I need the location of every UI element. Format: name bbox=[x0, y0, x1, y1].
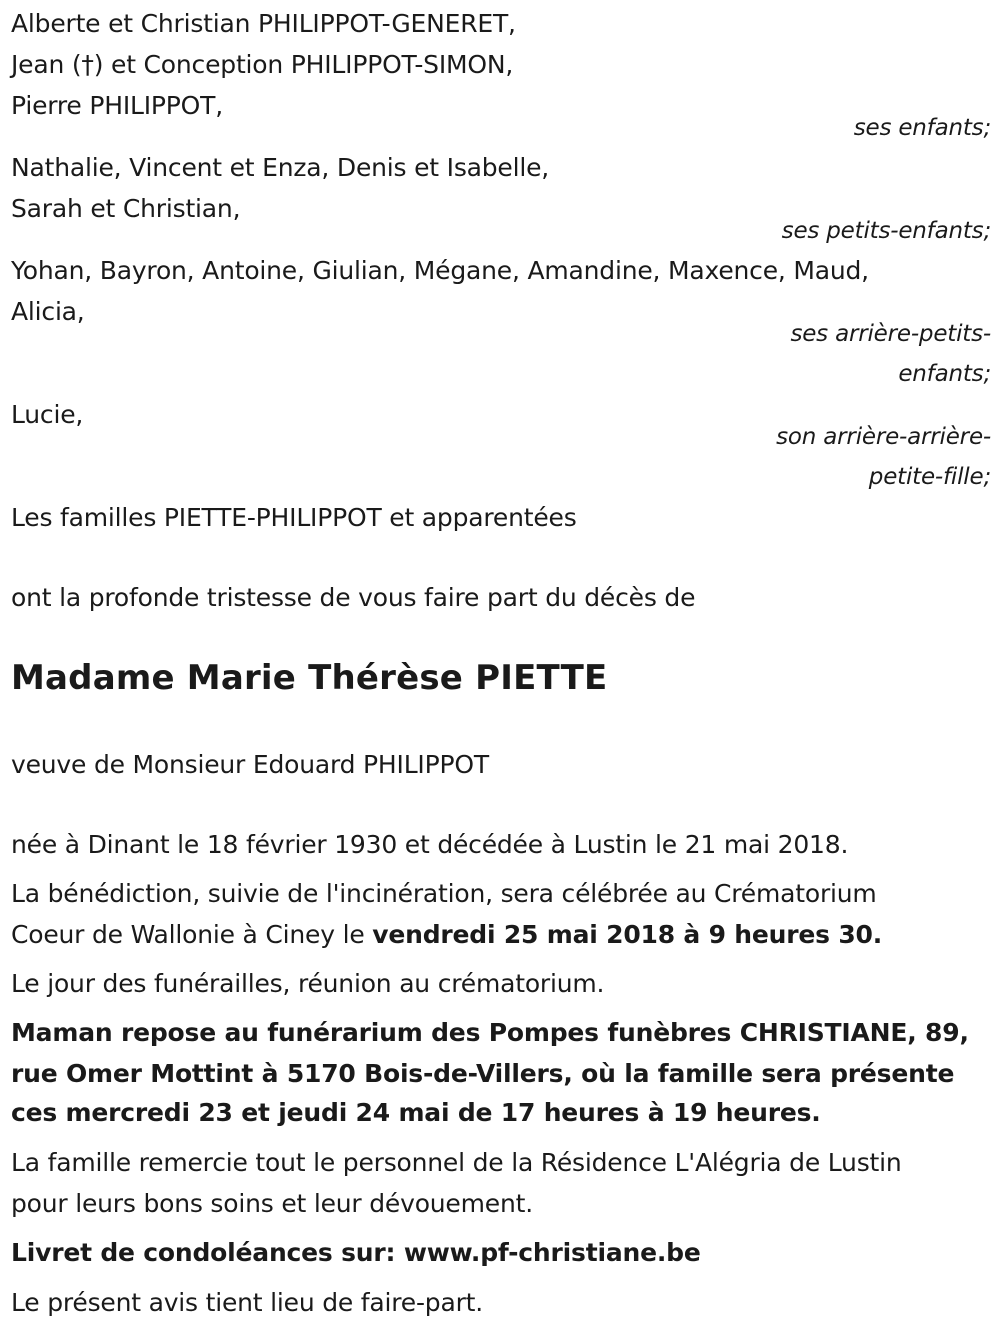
grandchildren-line-2: Sarah et Christian, bbox=[11, 194, 241, 223]
funeral-home-line-2: rue Omer Mottint à 5170 Bois-de-Villers, où la famille sera présente bbox=[11, 1059, 955, 1088]
funeral-home-line-3: ces mercredi 23 et jeudi 24 mai de 17 heures à 19 heures. bbox=[11, 1098, 821, 1127]
great-great-granddaughter-line-1: Lucie, bbox=[11, 400, 84, 429]
ceremony-datetime: vendredi 25 mai 2018 à 9 heures 30. bbox=[372, 920, 883, 949]
children-role: ses enfants; bbox=[853, 115, 991, 141]
great-grandchildren-line-1: Yohan, Bayron, Antoine, Giulian, Mégane, Amandine, Maxence, Maud, bbox=[11, 256, 869, 285]
grandchildren-line-1: Nathalie, Vincent et Enza, Denis et Isabelle, bbox=[11, 153, 550, 182]
widow-of-line: veuve de Monsieur Edouard PHILIPPOT bbox=[11, 750, 489, 779]
ceremony-place-text: Coeur de Wallonie à Ciney le bbox=[11, 920, 373, 949]
great-great-granddaughter-role-2: petite-fille; bbox=[868, 464, 991, 490]
grandchildren-role: ses petits-enfants; bbox=[781, 218, 991, 244]
ceremony-line-2 bbox=[11, 914, 882, 955]
thanks-line-2: pour leurs bons soins et leur dévouement. bbox=[11, 1189, 533, 1218]
great-grandchildren-role-1: ses arrière-petits- bbox=[790, 321, 991, 347]
closing-line: Le présent avis tient lieu de faire-part. bbox=[11, 1288, 484, 1317]
condolences-link: Livret de condoléances sur: www.pf-christiane.be bbox=[11, 1238, 701, 1267]
great-great-granddaughter-role-1: son arrière-arrière- bbox=[776, 424, 991, 450]
birth-death-line: née à Dinant le 18 février 1930 et décédée à Lustin le 21 mai 2018. bbox=[11, 830, 849, 859]
great-grandchildren-line-2: Alicia, bbox=[11, 297, 85, 326]
children-line-3: Pierre PHILIPPOT, bbox=[11, 91, 223, 120]
families-line: Les familles PIETTE-PHILIPPOT et apparentées bbox=[11, 503, 577, 532]
children-line-2: Jean (†) et Conception PHILIPPOT-SIMON, bbox=[11, 50, 514, 79]
funeral-home-line-1: Maman repose au funérarium des Pompes funèbres CHRISTIANE, 89, bbox=[11, 1018, 969, 1047]
deceased-name: Madame Marie Thérèse PIETTE bbox=[11, 658, 608, 698]
announcement-line: ont la profonde tristesse de vous faire part du décès de bbox=[11, 583, 696, 612]
gathering-line: Le jour des funérailles, réunion au crématorium. bbox=[11, 969, 605, 998]
ceremony-line-1: La bénédiction, suivie de l'incinération, sera célébrée au Crématorium bbox=[11, 879, 877, 908]
children-line-1: Alberte et Christian PHILIPPOT-GENERET, bbox=[11, 9, 516, 38]
great-grandchildren-role-2: enfants; bbox=[898, 361, 991, 387]
thanks-line-1: La famille remercie tout le personnel de la Résidence L'Alégria de Lustin bbox=[11, 1148, 902, 1177]
